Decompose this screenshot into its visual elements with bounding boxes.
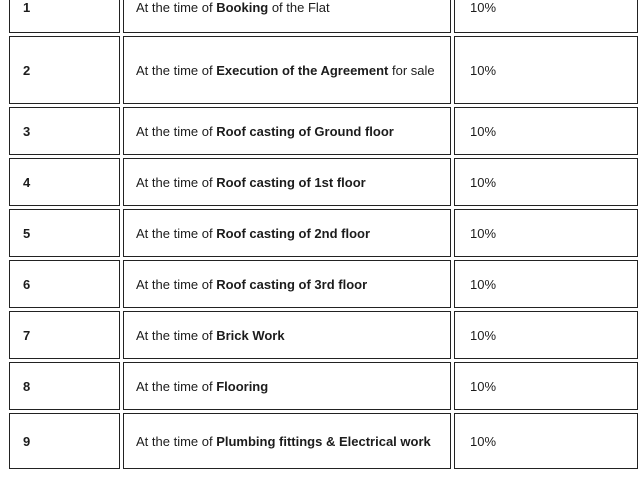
description-highlight: Booking xyxy=(216,0,269,15)
row-percentage: 10% xyxy=(454,36,638,104)
row-percentage: 10% xyxy=(454,0,638,33)
row-percentage: 10% xyxy=(454,260,638,308)
description-prefix: At the time of xyxy=(136,174,217,190)
row-description xyxy=(123,362,451,410)
description-highlight: Roof casting of Ground floor xyxy=(216,123,394,139)
table-row xyxy=(9,413,638,469)
description-highlight: Plumbing fittings & Electrical work xyxy=(216,433,431,449)
row-description xyxy=(123,107,451,155)
description-suffix: of the Flat xyxy=(268,0,330,15)
payment-schedule-table xyxy=(6,0,640,472)
row-description xyxy=(123,260,451,308)
row-description xyxy=(123,311,451,359)
description-prefix: At the time of xyxy=(136,327,217,343)
row-percentage: 10% xyxy=(454,107,638,155)
row-number: 8 xyxy=(9,362,120,410)
row-description xyxy=(123,36,451,104)
description-prefix: At the time of xyxy=(136,0,217,15)
description-highlight: Roof casting of 2nd floor xyxy=(216,225,371,241)
row-number: 1 xyxy=(9,0,120,33)
description-prefix: At the time of xyxy=(136,378,217,394)
table-row xyxy=(9,260,638,308)
description-prefix: At the time of xyxy=(136,433,217,449)
row-number: 6 xyxy=(9,260,120,308)
description-suffix: for sale xyxy=(388,62,435,78)
table-row xyxy=(9,158,638,206)
description-highlight: Flooring xyxy=(216,378,269,394)
description-prefix: At the time of xyxy=(136,225,217,241)
row-percentage: 10% xyxy=(454,413,638,469)
row-percentage: 10% xyxy=(454,362,638,410)
description-highlight: Roof casting of 3rd floor xyxy=(216,276,368,292)
row-description xyxy=(123,0,451,33)
row-percentage: 10% xyxy=(454,311,638,359)
row-number: 9 xyxy=(9,413,120,469)
table-row xyxy=(9,209,638,257)
description-prefix: At the time of xyxy=(136,62,217,78)
row-percentage: 10% xyxy=(454,209,638,257)
row-description xyxy=(123,413,451,469)
row-percentage: 10% xyxy=(454,158,638,206)
description-highlight: Execution of the Agreement xyxy=(216,62,389,78)
description-prefix: At the time of xyxy=(136,123,217,139)
description-prefix: At the time of xyxy=(136,276,217,292)
row-number: 2 xyxy=(9,36,120,104)
table-row xyxy=(9,107,638,155)
description-highlight: Roof casting of 1st floor xyxy=(216,174,366,190)
row-description xyxy=(123,209,451,257)
row-number: 7 xyxy=(9,311,120,359)
row-number: 5 xyxy=(9,209,120,257)
table-row xyxy=(9,36,638,104)
description-highlight: Brick Work xyxy=(216,327,285,343)
row-description xyxy=(123,158,451,206)
table-row xyxy=(9,0,638,33)
row-number: 4 xyxy=(9,158,120,206)
table-row xyxy=(9,311,638,359)
table-row xyxy=(9,362,638,410)
row-number: 3 xyxy=(9,107,120,155)
